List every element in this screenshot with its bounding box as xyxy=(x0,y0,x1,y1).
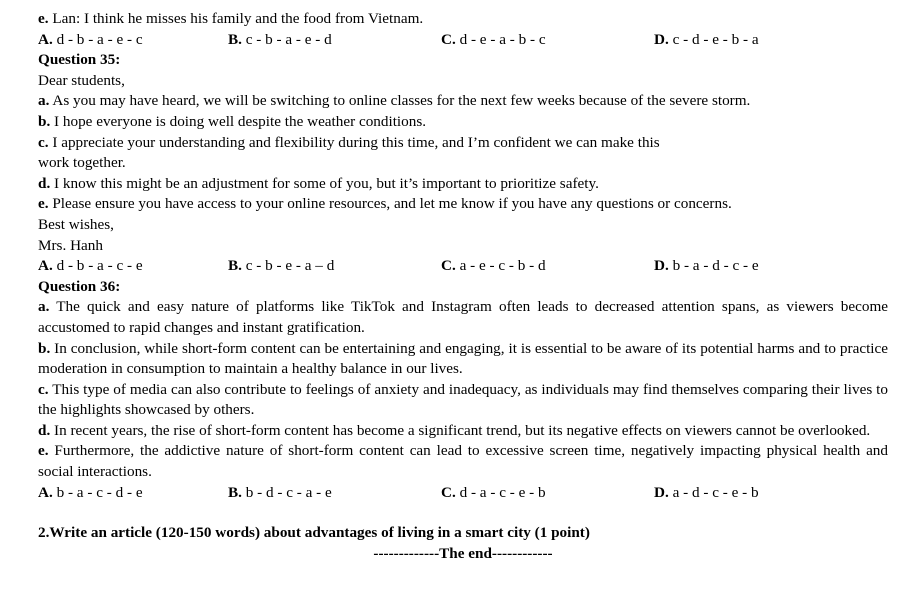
letter-signature: Mrs. Hanh xyxy=(38,236,103,254)
item-text: This type of media can also contribute to feelings of anxiety and inadequacy, as individuals may find themselves comparing their lives to the highlights showcased by others. xyxy=(38,380,888,419)
item-c xyxy=(38,133,888,154)
item-letter: b. xyxy=(38,339,51,357)
option-letter: B. xyxy=(228,257,242,275)
letter-closing: Best wishes, xyxy=(38,215,114,233)
option-letter: B. xyxy=(228,483,242,501)
option-letter: D. xyxy=(654,483,669,501)
item-c-continuation: work together. xyxy=(38,154,126,172)
option-text: a - d - c - e - b xyxy=(668,483,759,501)
option-c[interactable] xyxy=(441,30,654,51)
option-d[interactable] xyxy=(654,483,854,504)
option-text: d - a - c - e - b xyxy=(455,483,546,501)
option-text: c - b - a - e - d xyxy=(241,30,332,48)
question-35-title: Question 35: xyxy=(38,51,121,69)
option-a[interactable] xyxy=(38,256,228,277)
option-text: c - b - e - a – d xyxy=(241,257,335,275)
question-36-title: Question 36: xyxy=(38,277,121,295)
item-c xyxy=(38,380,888,421)
item-text: The quick and easy nature of platforms like TikTok and Instagram often leads to decreased attention spans, as viewers become accustomed to rapid changes and instant gratification. xyxy=(38,298,888,336)
item-text: Please ensure you have access to your online resources, and let me know if you have any questions or concerns. xyxy=(48,195,732,213)
item-letter: d. xyxy=(38,174,51,192)
answer-options xyxy=(38,30,888,51)
letter-greeting: Dear students, xyxy=(38,71,125,89)
option-letter: C. xyxy=(441,483,456,501)
option-text: b - a - d - c - e xyxy=(668,257,759,275)
item-letter: a. xyxy=(38,298,50,316)
option-a[interactable] xyxy=(38,30,228,51)
exam-page xyxy=(38,9,888,564)
item-letter: d. xyxy=(38,421,51,439)
option-text: c - d - e - b - a xyxy=(668,30,759,48)
option-letter: A. xyxy=(38,257,53,275)
item-text: I know this might be an adjustment for some of you, but it’s important to prioritize safety. xyxy=(50,174,599,192)
option-letter: D. xyxy=(654,257,669,275)
option-d[interactable] xyxy=(654,256,854,277)
item-letter: a. xyxy=(38,92,50,110)
option-text: d - b - a - e - c xyxy=(52,30,143,48)
end-marker: -------------The end------------ xyxy=(373,544,553,562)
item-a xyxy=(38,91,888,112)
item-text: As you may have heard, we will be switching to online classes for the next few weeks because of the severe storm. xyxy=(49,92,751,110)
option-b[interactable] xyxy=(228,483,441,504)
item-e xyxy=(38,194,888,215)
option-c[interactable] xyxy=(441,483,654,504)
item-d xyxy=(38,174,888,195)
option-letter: B. xyxy=(228,30,242,48)
option-text: b - a - c - d - e xyxy=(52,483,143,501)
item-text: I hope everyone is doing well despite the weather conditions. xyxy=(50,112,427,130)
item-text: I appreciate your understanding and flexibility during this time, and I’m confident we can make this xyxy=(48,133,660,151)
item-letter: c. xyxy=(38,380,49,398)
option-letter: D. xyxy=(654,30,669,48)
option-a[interactable] xyxy=(38,483,228,504)
writing-task: 2.Write an article (120-150 words) about advantages of living in a smart city (1 point) xyxy=(38,524,590,542)
option-letter: A. xyxy=(38,30,53,48)
item-text: In recent years, the rise of short-form content has become a significant trend, but its negative effects on viewers cannot be overlooked. xyxy=(50,421,871,439)
option-text: d - e - a - b - c xyxy=(455,30,546,48)
option-letter: A. xyxy=(38,483,53,501)
item-letter: e. xyxy=(38,10,49,27)
item-letter: b. xyxy=(38,112,51,130)
option-letter: C. xyxy=(441,30,456,48)
option-d[interactable] xyxy=(654,30,854,51)
item-letter: e. xyxy=(38,195,49,213)
item-e xyxy=(38,441,888,482)
option-letter: C. xyxy=(441,257,456,275)
option-text: b - d - c - a - e xyxy=(241,483,332,501)
option-text: d - b - a - c - e xyxy=(52,257,143,275)
answer-options xyxy=(38,483,888,504)
item-letter: c. xyxy=(38,133,49,151)
item-d xyxy=(38,421,888,442)
item-b xyxy=(38,112,888,133)
spacer xyxy=(38,503,888,523)
item-text: In conclusion, while short-form content can be entertaining and engaging, it is essential to be aware of its potential harms and to practice moderation in consumption to maintain a healthy balance in our lives. xyxy=(38,339,888,378)
item-letter: e. xyxy=(38,442,49,460)
item-text: Lan: I think he misses his family and the food from Vietnam. xyxy=(48,10,424,27)
item-e xyxy=(38,9,888,30)
option-c[interactable] xyxy=(441,256,654,277)
answer-options xyxy=(38,256,888,277)
option-b[interactable] xyxy=(228,256,441,277)
option-b[interactable] xyxy=(228,30,441,51)
item-text: Furthermore, the addictive nature of short-form content can lead to excessive screen time, negatively impacting physical health and social interactions. xyxy=(38,442,888,481)
option-text: a - e - c - b - d xyxy=(455,257,546,275)
item-a xyxy=(38,297,888,338)
item-b xyxy=(38,339,888,380)
